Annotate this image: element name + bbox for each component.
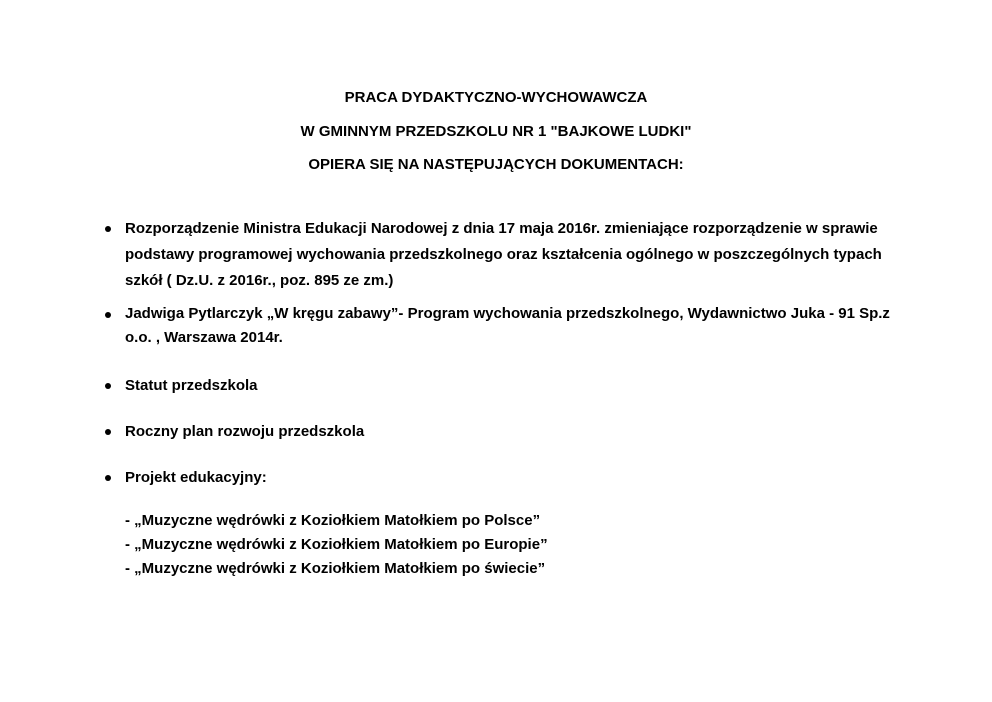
- list-item-text: Roczny plan rozwoju przedszkola: [125, 423, 365, 440]
- bullet-icon: [105, 312, 111, 318]
- project-item: - „Muzyczne wędrówki z Koziołkiem Matołkiem po Europie”: [125, 536, 548, 553]
- list-item: [102, 216, 902, 294]
- projects-list: [102, 509, 902, 581]
- document-title-line-3: OPIERA SIĘ NA NASTĘPUJĄCYCH DOKUMENTACH:: [308, 156, 684, 173]
- project-item: - „Muzyczne wędrówki z Koziołkiem Matołkiem po świecie”: [125, 560, 546, 577]
- list-item: [102, 465, 902, 491]
- list-item-text: Jadwiga Pytlarczyk „W kręgu zabawy”- Program wychowania przedszkolnego, Wydawnictwo Juka - 91 Sp.z o.o. , Warszawa 2014r.: [125, 305, 890, 346]
- bullet-icon: [105, 226, 111, 232]
- list-item-text: Rozporządzenie Ministra Edukacji Narodowej z dnia 17 maja 2016r. zmieniające rozporządzenie w sprawie podstawy programowej wychowania przedszkolnego oraz kształcenia ogólnego w poszczególnych typach szkół ( Dz.U. z 2016r., poz. 895 ze zm.): [125, 220, 882, 289]
- bullet-icon: [105, 429, 111, 435]
- bullet-icon: [105, 383, 111, 389]
- project-item: - „Muzyczne wędrówki z Koziołkiem Matołkiem po Polsce”: [125, 512, 541, 529]
- document-title-line-2: W GMINNYM PRZEDSZKOLU NR 1 "BAJKOWE LUDKI": [300, 123, 692, 140]
- list-item: [102, 302, 902, 350]
- list-item-text: Projekt edukacyjny:: [125, 469, 267, 486]
- document-title-line-1: PRACA DYDAKTYCZNO-WYCHOWAWCZA: [344, 89, 648, 106]
- list-item-text: Statut przedszkola: [125, 377, 258, 394]
- documents-list: [102, 216, 902, 581]
- bullet-icon: [105, 475, 111, 481]
- list-item: [102, 419, 902, 445]
- list-item: [102, 373, 902, 399]
